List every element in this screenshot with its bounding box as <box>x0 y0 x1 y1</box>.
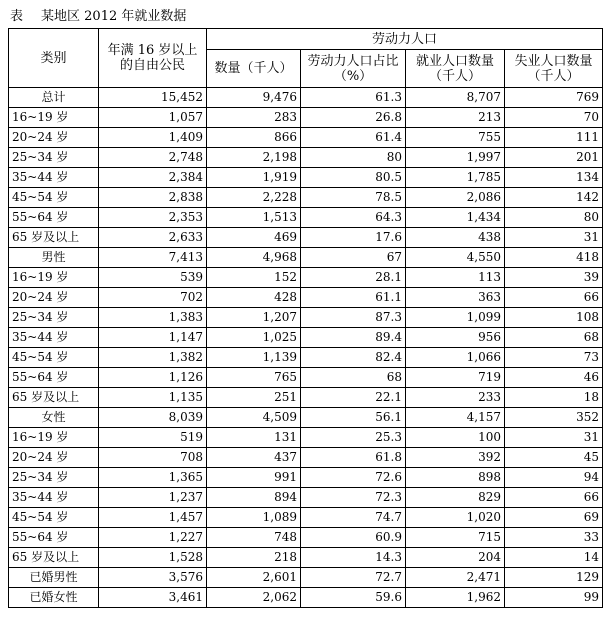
cell-category: 65 岁及以上 <box>9 548 99 568</box>
cell-employed: 829 <box>406 488 505 508</box>
cell-population: 8,039 <box>99 408 207 428</box>
cell-population: 1,147 <box>99 328 207 348</box>
cell-unemployed: 14 <box>505 548 603 568</box>
cell-category: 16~19 岁 <box>9 428 99 448</box>
cell-category: 65 岁及以上 <box>9 228 99 248</box>
cell-employed: 1,785 <box>406 168 505 188</box>
cell-employed: 204 <box>406 548 505 568</box>
cell-employed: 715 <box>406 528 505 548</box>
table-row <box>9 488 603 508</box>
cell-population: 708 <box>99 448 207 468</box>
cell-unemployed: 18 <box>505 388 603 408</box>
cell-labor-count: 866 <box>207 128 301 148</box>
cell-category: 女性 <box>9 408 99 428</box>
cell-unemployed: 39 <box>505 268 603 288</box>
table-caption <box>10 7 186 27</box>
table-row <box>9 108 603 128</box>
table-row <box>9 528 603 548</box>
header-labor-ratio: 劳动力人口占比（%） <box>301 50 406 88</box>
cell-labor-count: 1,513 <box>207 208 301 228</box>
cell-category: 55~64 岁 <box>9 208 99 228</box>
cell-employed: 8,707 <box>406 88 505 108</box>
table-row <box>9 188 603 208</box>
cell-unemployed: 66 <box>505 288 603 308</box>
cell-category: 已婚男性 <box>9 568 99 588</box>
header-employed: 就业人口数量（千人） <box>406 50 505 88</box>
cell-labor-count: 1,207 <box>207 308 301 328</box>
caption-label: 表 <box>10 9 24 24</box>
cell-category: 20~24 岁 <box>9 448 99 468</box>
table-row <box>9 508 603 528</box>
cell-unemployed: 418 <box>505 248 603 268</box>
cell-population: 1,057 <box>99 108 207 128</box>
cell-unemployed: 94 <box>505 468 603 488</box>
table-body <box>9 88 603 608</box>
cell-population: 2,353 <box>99 208 207 228</box>
cell-labor-count: 469 <box>207 228 301 248</box>
cell-employed: 2,086 <box>406 188 505 208</box>
cell-population: 1,528 <box>99 548 207 568</box>
cell-population: 1,383 <box>99 308 207 328</box>
table-row <box>9 208 603 228</box>
table-row <box>9 368 603 388</box>
cell-unemployed: 111 <box>505 128 603 148</box>
cell-employed: 113 <box>406 268 505 288</box>
cell-category: 20~24 岁 <box>9 128 99 148</box>
cell-category: 45~54 岁 <box>9 188 99 208</box>
cell-labor-count: 4,968 <box>207 248 301 268</box>
cell-employed: 719 <box>406 368 505 388</box>
cell-unemployed: 68 <box>505 328 603 348</box>
cell-unemployed: 73 <box>505 348 603 368</box>
cell-labor-ratio: 22.1 <box>301 388 406 408</box>
cell-labor-count: 2,062 <box>207 588 301 608</box>
cell-labor-ratio: 14.3 <box>301 548 406 568</box>
cell-labor-ratio: 25.3 <box>301 428 406 448</box>
table-row <box>9 268 603 288</box>
cell-employed: 363 <box>406 288 505 308</box>
cell-labor-ratio: 74.7 <box>301 508 406 528</box>
cell-category: 总计 <box>9 88 99 108</box>
cell-labor-count: 4,509 <box>207 408 301 428</box>
cell-population: 1,237 <box>99 488 207 508</box>
cell-labor-count: 251 <box>207 388 301 408</box>
cell-category: 35~44 岁 <box>9 488 99 508</box>
cell-category: 20~24 岁 <box>9 288 99 308</box>
cell-labor-ratio: 59.6 <box>301 588 406 608</box>
cell-employed: 898 <box>406 468 505 488</box>
cell-labor-ratio: 61.8 <box>301 448 406 468</box>
cell-employed: 233 <box>406 388 505 408</box>
cell-population: 2,384 <box>99 168 207 188</box>
header-labor-count: 数量（千人） <box>207 50 301 88</box>
cell-labor-ratio: 64.3 <box>301 208 406 228</box>
cell-labor-count: 2,601 <box>207 568 301 588</box>
table-row <box>9 588 603 608</box>
header-row-1 <box>9 29 603 50</box>
table-row <box>9 388 603 408</box>
table-row <box>9 448 603 468</box>
cell-employed: 438 <box>406 228 505 248</box>
cell-category: 25~34 岁 <box>9 308 99 328</box>
cell-labor-count: 1,025 <box>207 328 301 348</box>
cell-population: 2,838 <box>99 188 207 208</box>
table-row <box>9 128 603 148</box>
cell-category: 35~44 岁 <box>9 328 99 348</box>
cell-population: 1,409 <box>99 128 207 148</box>
table-row <box>9 468 603 488</box>
table-row <box>9 168 603 188</box>
cell-category: 45~54 岁 <box>9 348 99 368</box>
cell-population: 1,382 <box>99 348 207 368</box>
table-row <box>9 348 603 368</box>
header-population: 年满 16 岁以上的自由公民 <box>99 29 207 88</box>
cell-employed: 1,434 <box>406 208 505 228</box>
cell-labor-ratio: 72.7 <box>301 568 406 588</box>
cell-population: 2,748 <box>99 148 207 168</box>
cell-population: 1,126 <box>99 368 207 388</box>
cell-category: 16~19 岁 <box>9 268 99 288</box>
table-row <box>9 288 603 308</box>
cell-unemployed: 142 <box>505 188 603 208</box>
cell-labor-ratio: 72.3 <box>301 488 406 508</box>
cell-labor-count: 9,476 <box>207 88 301 108</box>
cell-labor-ratio: 17.6 <box>301 228 406 248</box>
cell-unemployed: 31 <box>505 228 603 248</box>
cell-labor-ratio: 26.8 <box>301 108 406 128</box>
cell-category: 55~64 岁 <box>9 368 99 388</box>
cell-labor-count: 894 <box>207 488 301 508</box>
table-header <box>9 29 603 88</box>
cell-category: 已婚女性 <box>9 588 99 608</box>
cell-labor-count: 1,089 <box>207 508 301 528</box>
cell-unemployed: 769 <box>505 88 603 108</box>
table-row <box>9 428 603 448</box>
cell-population: 1,457 <box>99 508 207 528</box>
cell-labor-ratio: 28.1 <box>301 268 406 288</box>
cell-population: 7,413 <box>99 248 207 268</box>
cell-labor-ratio: 78.5 <box>301 188 406 208</box>
cell-labor-ratio: 61.3 <box>301 88 406 108</box>
table-row <box>9 408 603 428</box>
cell-labor-ratio: 56.1 <box>301 408 406 428</box>
cell-labor-count: 765 <box>207 368 301 388</box>
cell-employed: 1,997 <box>406 148 505 168</box>
cell-employed: 1,066 <box>406 348 505 368</box>
cell-unemployed: 45 <box>505 448 603 468</box>
cell-labor-ratio: 82.4 <box>301 348 406 368</box>
cell-category: 65 岁及以上 <box>9 388 99 408</box>
cell-labor-count: 283 <box>207 108 301 128</box>
caption-title: 某地区 2012 年就业数据 <box>41 9 187 24</box>
cell-labor-ratio: 61.1 <box>301 288 406 308</box>
cell-population: 1,135 <box>99 388 207 408</box>
cell-unemployed: 108 <box>505 308 603 328</box>
table-row <box>9 88 603 108</box>
table-row <box>9 308 603 328</box>
cell-unemployed: 352 <box>505 408 603 428</box>
table-row <box>9 248 603 268</box>
employment-table <box>8 28 603 608</box>
cell-unemployed: 80 <box>505 208 603 228</box>
cell-unemployed: 33 <box>505 528 603 548</box>
cell-unemployed: 129 <box>505 568 603 588</box>
cell-category: 25~34 岁 <box>9 148 99 168</box>
cell-population: 539 <box>99 268 207 288</box>
cell-labor-ratio: 80 <box>301 148 406 168</box>
cell-labor-count: 1,139 <box>207 348 301 368</box>
cell-unemployed: 66 <box>505 488 603 508</box>
cell-population: 15,452 <box>99 88 207 108</box>
cell-employed: 956 <box>406 328 505 348</box>
table-row <box>9 328 603 348</box>
cell-population: 3,461 <box>99 588 207 608</box>
cell-employed: 4,157 <box>406 408 505 428</box>
cell-category: 55~64 岁 <box>9 528 99 548</box>
cell-employed: 2,471 <box>406 568 505 588</box>
header-unemployed: 失业人口数量（千人） <box>505 50 603 88</box>
cell-unemployed: 31 <box>505 428 603 448</box>
cell-employed: 213 <box>406 108 505 128</box>
cell-labor-count: 131 <box>207 428 301 448</box>
cell-labor-count: 152 <box>207 268 301 288</box>
cell-labor-ratio: 72.6 <box>301 468 406 488</box>
cell-category: 45~54 岁 <box>9 508 99 528</box>
cell-employed: 392 <box>406 448 505 468</box>
cell-population: 3,576 <box>99 568 207 588</box>
cell-employed: 755 <box>406 128 505 148</box>
table-row <box>9 148 603 168</box>
cell-labor-count: 437 <box>207 448 301 468</box>
cell-employed: 100 <box>406 428 505 448</box>
cell-unemployed: 134 <box>505 168 603 188</box>
cell-unemployed: 69 <box>505 508 603 528</box>
cell-labor-ratio: 80.5 <box>301 168 406 188</box>
cell-labor-ratio: 68 <box>301 368 406 388</box>
cell-labor-count: 2,228 <box>207 188 301 208</box>
table-row <box>9 548 603 568</box>
cell-employed: 4,550 <box>406 248 505 268</box>
table-row <box>9 228 603 248</box>
cell-labor-ratio: 61.4 <box>301 128 406 148</box>
cell-employed: 1,962 <box>406 588 505 608</box>
cell-unemployed: 99 <box>505 588 603 608</box>
cell-population: 519 <box>99 428 207 448</box>
table-row <box>9 568 603 588</box>
cell-population: 1,227 <box>99 528 207 548</box>
cell-unemployed: 201 <box>505 148 603 168</box>
cell-labor-count: 748 <box>207 528 301 548</box>
cell-population: 2,633 <box>99 228 207 248</box>
cell-category: 25~34 岁 <box>9 468 99 488</box>
cell-labor-ratio: 67 <box>301 248 406 268</box>
cell-labor-ratio: 60.9 <box>301 528 406 548</box>
cell-employed: 1,020 <box>406 508 505 528</box>
cell-unemployed: 46 <box>505 368 603 388</box>
cell-labor-ratio: 87.3 <box>301 308 406 328</box>
cell-population: 1,365 <box>99 468 207 488</box>
header-category: 类别 <box>9 29 99 88</box>
header-labor-group: 劳动力人口 <box>207 29 603 50</box>
cell-labor-ratio: 89.4 <box>301 328 406 348</box>
cell-labor-count: 1,919 <box>207 168 301 188</box>
cell-unemployed: 70 <box>505 108 603 128</box>
cell-category: 男性 <box>9 248 99 268</box>
cell-population: 702 <box>99 288 207 308</box>
cell-category: 35~44 岁 <box>9 168 99 188</box>
cell-labor-count: 991 <box>207 468 301 488</box>
cell-employed: 1,099 <box>406 308 505 328</box>
cell-labor-count: 428 <box>207 288 301 308</box>
cell-labor-count: 2,198 <box>207 148 301 168</box>
cell-category: 16~19 岁 <box>9 108 99 128</box>
cell-labor-count: 218 <box>207 548 301 568</box>
